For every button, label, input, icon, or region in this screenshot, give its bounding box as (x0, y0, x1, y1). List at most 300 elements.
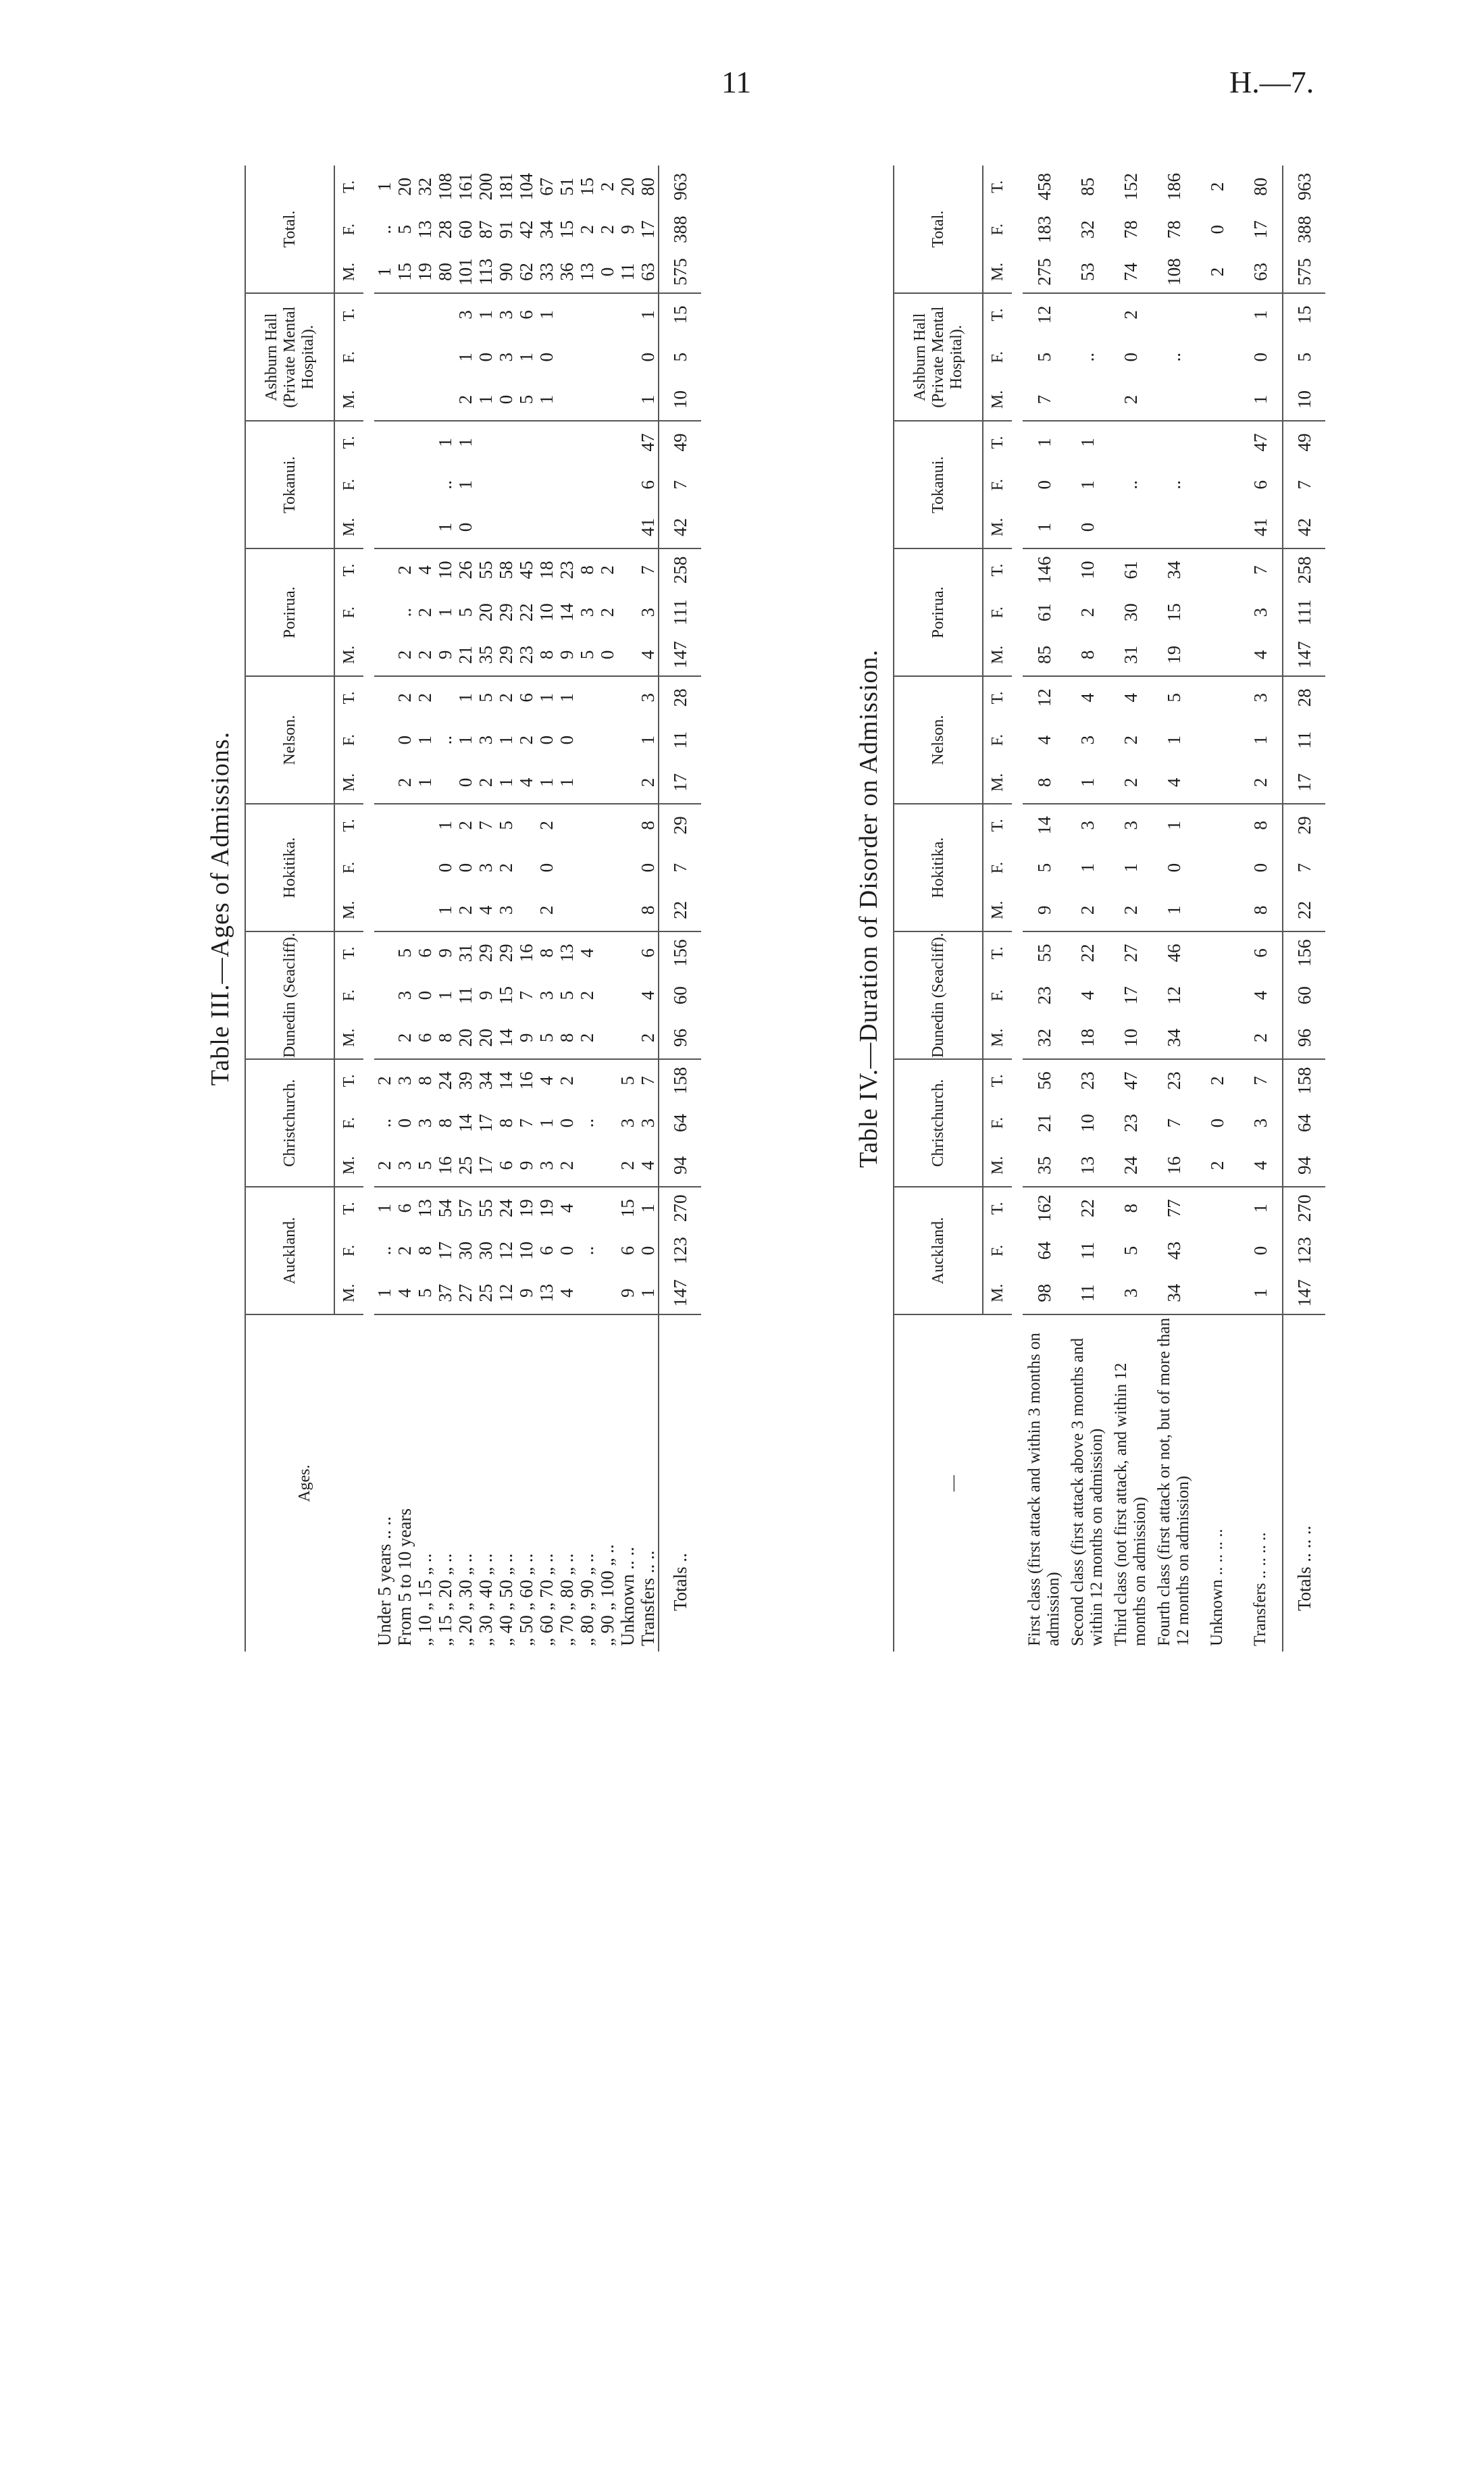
table-cell: 9 (617, 225, 638, 234)
table-row (1066, 165, 1109, 1652)
table-cell: 3 (1250, 1118, 1271, 1128)
table-cell: 1 (374, 251, 394, 293)
table-cell: 13 (557, 944, 577, 963)
table-cell (577, 1059, 597, 1102)
table-cell: 5 (394, 948, 415, 958)
table-cell: 57 (455, 1199, 476, 1218)
table-cell (374, 931, 394, 974)
table-cell: 4 (1121, 693, 1141, 702)
sex-subheader: F. (334, 719, 363, 761)
table-cell: 23 (516, 634, 536, 676)
table-cell: 5 (476, 693, 496, 702)
table-cell (1109, 506, 1152, 548)
table-cell: 55 (476, 1199, 496, 1218)
table-cell: 34 (536, 220, 557, 239)
table-cell: 16 (516, 1071, 536, 1090)
table-cell: 3 (1121, 821, 1141, 830)
table-cell: .. (1164, 352, 1184, 362)
table-cell: 8 (415, 1076, 435, 1085)
table-cell: 63 (1239, 251, 1283, 293)
table-cell: 3 (394, 990, 415, 1000)
sex-subheader: M. (334, 1144, 363, 1187)
table-cell (415, 506, 435, 548)
table-cell (617, 889, 638, 931)
table-cell: 7 (1250, 565, 1271, 575)
table-cell: 0 (536, 352, 557, 362)
table-row (597, 165, 617, 1652)
table-cell: 8 (1023, 761, 1066, 804)
table-cell: 1 (455, 735, 476, 745)
table-cell (617, 293, 638, 336)
table-cell: 2 (394, 761, 415, 804)
totals-cell: 388 (659, 208, 701, 251)
table-cell (597, 421, 617, 463)
table-cell (374, 591, 394, 634)
sex-subheader: F. (983, 1229, 1012, 1272)
table-cell: 2 (1077, 607, 1098, 617)
table-cell (435, 761, 455, 804)
row-label: Fourth class (first attack or not, but of more than 12 months on admission) (1155, 1318, 1192, 1646)
table-cell: 25 (476, 1272, 496, 1314)
table-cell: 8 (1121, 1204, 1141, 1213)
table-cell: 2 (394, 565, 415, 575)
table-cell (557, 804, 577, 846)
row-label: „ 40 „ 50 „ .. (496, 1553, 516, 1646)
sex-subheader: T. (983, 548, 1012, 591)
table-cell (374, 634, 394, 676)
table-cell: 1 (476, 310, 496, 319)
table-cell: 77 (1164, 1199, 1184, 1218)
table-cell: 8 (1250, 821, 1271, 830)
table-cell (1196, 974, 1239, 1017)
table-cell: 13 (1066, 1144, 1109, 1187)
table-cell: 24 (435, 1071, 455, 1090)
table-cell (597, 336, 617, 378)
table-cell (597, 931, 617, 974)
totals-cell: 64 (659, 1102, 701, 1144)
table-cell: 47 (1250, 433, 1271, 452)
table-row (435, 165, 455, 1652)
sex-subheader: M. (983, 1144, 1012, 1187)
institution-header: Tokanui. (894, 421, 983, 548)
table-cell: 4 (638, 990, 658, 1000)
table-cell (415, 804, 435, 846)
table-cell: 1 (516, 352, 536, 362)
table-cell (557, 421, 577, 463)
sex-subheader: M. (983, 506, 1012, 548)
totals-cell: 11 (1283, 719, 1325, 761)
table-cell (557, 293, 577, 336)
sex-subheader: F. (334, 846, 363, 889)
table-cell: 4 (394, 1272, 415, 1314)
table-row (415, 165, 435, 1652)
table-cell (577, 719, 597, 761)
row-label: Unknown .. .. (617, 1547, 638, 1646)
sex-subheader: T. (334, 165, 363, 208)
table-cell (597, 506, 617, 548)
table-cell: 1 (435, 889, 455, 931)
institution-header: Dunedin (Seacliff). (245, 931, 334, 1059)
table-cell: 32 (1077, 220, 1098, 239)
table-cell (415, 846, 435, 889)
table-row (1023, 165, 1066, 1652)
table-cell: 4 (1077, 693, 1098, 702)
table-cell (415, 889, 435, 931)
table-cell (617, 378, 638, 421)
table-cell (536, 463, 557, 506)
totals-cell: 7 (659, 846, 701, 889)
table-cell: 34 (1152, 1017, 1196, 1059)
table-cell: 5 (496, 821, 516, 830)
totals-cell: 29 (1283, 804, 1325, 846)
table-cell (597, 293, 617, 336)
sex-subheader: M. (334, 1272, 363, 1314)
table-cell: 29 (496, 634, 516, 676)
table-cell: 1 (1121, 863, 1141, 873)
table-cell: 1 (1152, 889, 1196, 931)
table-cell: 30 (1121, 603, 1141, 622)
table-cell: 1 (536, 310, 557, 319)
totals-cell: 11 (659, 719, 701, 761)
table-cell: 13 (577, 251, 597, 293)
table-cell: 0 (597, 634, 617, 676)
table-cell: 3 (536, 990, 557, 1000)
table-cell (617, 761, 638, 804)
table-row (1196, 165, 1239, 1652)
table-cell: 1 (435, 990, 455, 1000)
sex-subheader: F. (983, 336, 1012, 378)
totals-cell: 60 (659, 974, 701, 1017)
sex-subheader: T. (334, 676, 363, 719)
table-cell: 15 (557, 220, 577, 239)
table-cell: 16 (516, 944, 536, 963)
table-cell: 2 (476, 761, 496, 804)
table-cell: 3 (1250, 607, 1271, 617)
table-cell: 2 (577, 1017, 597, 1059)
sex-subheader: T. (983, 165, 1012, 208)
table-cell: 21 (1034, 1114, 1054, 1133)
table-cell: 1 (557, 693, 577, 702)
table-cell: 1 (638, 1204, 658, 1213)
table-cell: 22 (1077, 1199, 1098, 1218)
sex-subheader: T. (983, 1059, 1012, 1102)
table-cell (557, 463, 577, 506)
table-cell: 3 (496, 352, 516, 362)
totals-cell: 96 (1283, 1017, 1325, 1059)
sex-subheader: T. (334, 1187, 363, 1229)
sex-subheader: F. (334, 336, 363, 378)
table-cell: 10 (435, 561, 455, 580)
table-cell: 1 (455, 438, 476, 447)
institution-header: Ashburn Hall (Private Mental Hospital). (894, 293, 983, 421)
table-cell (1196, 378, 1239, 421)
table-cell: 162 (1034, 1194, 1054, 1223)
table-cell: 0 (1121, 352, 1141, 362)
table-cell: 12 (496, 1272, 516, 1314)
table-cell: 23 (557, 561, 577, 580)
table-cell: 8 (557, 1017, 577, 1059)
table-cell: 9 (516, 1144, 536, 1187)
table-cell: 3 (394, 1144, 415, 1187)
table-cell: 20 (476, 603, 496, 622)
table-cell: 45 (516, 561, 536, 580)
table-row (617, 165, 638, 1652)
table-cell (597, 1187, 617, 1229)
table-cell: 181 (496, 173, 516, 201)
totals-cell: 28 (659, 676, 701, 719)
table-cell: 55 (476, 561, 496, 580)
table-cell: 1 (476, 378, 496, 421)
table-cell: 0 (1250, 863, 1271, 873)
table-cell: 4 (1034, 735, 1054, 745)
table-cell (617, 974, 638, 1017)
table-cell: 4 (415, 565, 435, 575)
table-cell (577, 378, 597, 421)
table-cell: 1 (415, 735, 435, 745)
table-cell (1196, 421, 1239, 463)
table-cell: 0 (536, 863, 557, 873)
table-cell: 4 (516, 761, 536, 804)
table-cell: 2 (394, 634, 415, 676)
table-cell (435, 336, 455, 378)
table-cell: 2 (394, 1017, 415, 1059)
table-cell: 1 (536, 378, 557, 421)
table-cell (1196, 761, 1239, 804)
table-cell: 2 (496, 693, 516, 702)
totals-cell: 156 (659, 931, 701, 974)
table-cell: 2 (617, 1144, 638, 1187)
totals-cell: 147 (1283, 634, 1325, 676)
table-cell: 56 (1034, 1071, 1054, 1090)
table-cell: 29 (496, 603, 516, 622)
table-cell: 10 (536, 603, 557, 622)
institution-header: Porirua. (245, 548, 334, 676)
table-cell: 4 (1239, 634, 1283, 676)
table-cell: 1 (374, 1272, 394, 1314)
table-cell: 113 (476, 251, 496, 293)
sex-subheader: M. (334, 251, 363, 293)
sex-subheader: F. (334, 1229, 363, 1272)
table-cell (394, 463, 415, 506)
table-cell (1196, 676, 1239, 719)
totals-cell: 147 (1283, 1272, 1325, 1314)
table-cell: 2 (638, 1017, 659, 1059)
table-cell: 39 (455, 1071, 476, 1090)
table-cell (557, 846, 577, 889)
table-iii-block (196, 165, 690, 1652)
totals-cell: 270 (659, 1187, 701, 1229)
table-cell: 14 (1034, 816, 1054, 835)
totals-cell: 575 (659, 251, 701, 293)
totals-cell: 15 (1283, 293, 1325, 336)
sex-subheader: T. (334, 293, 363, 336)
table-cell (1196, 719, 1239, 761)
totals-cell: 7 (1283, 463, 1325, 506)
table-cell: 15 (394, 251, 415, 293)
table-cell: 2 (374, 1076, 394, 1085)
table-cell (536, 421, 557, 463)
table-cell (617, 1017, 638, 1059)
table-cell: 35 (476, 634, 496, 676)
table-cell: 14 (455, 1114, 476, 1133)
table-cell: 458 (1034, 173, 1054, 201)
table-cell: 6 (617, 1246, 638, 1256)
totals-cell: 123 (659, 1229, 701, 1272)
table-cell: 2 (597, 565, 617, 575)
table-cell: 152 (1121, 173, 1141, 201)
sex-subheader: M. (334, 634, 363, 676)
table-cell: 2 (1109, 761, 1152, 804)
table-cell: 20 (617, 177, 638, 196)
table-cell (374, 463, 394, 506)
table-cell (597, 1144, 617, 1187)
table-cell (617, 931, 638, 974)
table-cell (415, 463, 435, 506)
row-label: First class (first attack and within 3 months on admission) (1025, 1333, 1063, 1646)
table-cell: 1 (455, 693, 476, 702)
table-iv-caption: Table IV.—Duration of Disorder on Admission. (854, 649, 883, 1168)
table-cell (577, 761, 597, 804)
table-cell (394, 506, 415, 548)
totals-cell: 258 (659, 548, 701, 591)
table-cell: 0 (1164, 863, 1184, 873)
table-cell: .. (577, 1246, 597, 1256)
table-cell: 2 (1121, 735, 1141, 745)
institution-header: Hokitika. (245, 804, 334, 931)
table-cell: 1 (496, 735, 516, 745)
table-cell: 4 (638, 1144, 659, 1187)
table-cell (394, 378, 415, 421)
table-cell (597, 719, 617, 761)
row-label: Third class (not first attack, and within 12 months on admission) (1112, 1362, 1149, 1646)
totals-cell: 22 (1283, 889, 1325, 931)
table-cell: 2 (597, 225, 617, 234)
table-cell: 10 (1077, 1114, 1098, 1133)
table-cell: 25 (455, 1144, 476, 1187)
totals-cell: 42 (1283, 506, 1325, 548)
table-cell: 3 (1077, 821, 1098, 830)
table-cell (597, 676, 617, 719)
totals-cell: 111 (1283, 591, 1325, 634)
sex-subheader: F. (334, 974, 363, 1017)
totals-cell: 270 (1283, 1187, 1325, 1229)
ages-of-admissions-table (245, 165, 701, 1652)
table-cell (415, 293, 435, 336)
table-cell: 90 (496, 251, 516, 293)
table-cell: 0 (415, 990, 435, 1000)
table-cell: 19 (415, 251, 435, 293)
totals-cell: 7 (659, 463, 701, 506)
table-cell: 1 (1077, 863, 1098, 873)
table-cell: 3 (496, 310, 516, 319)
table-cell: 14 (557, 603, 577, 622)
institution-header: Christchurch. (894, 1059, 983, 1187)
row-label: „ 80 „ 90 „ .. (577, 1553, 597, 1646)
table-cell: .. (1077, 352, 1098, 362)
table-cell: 22 (1077, 944, 1098, 963)
table-cell: 10 (1109, 1017, 1152, 1059)
table-cell (577, 421, 597, 463)
table-cell: 3 (1250, 693, 1271, 702)
table-cell (577, 1144, 597, 1187)
table-cell: 80 (435, 251, 455, 293)
table-row (1239, 165, 1283, 1652)
table-cell: 31 (455, 944, 476, 963)
table-cell: 33 (536, 251, 557, 293)
table-cell: 9 (435, 634, 455, 676)
totals-cell: 10 (659, 378, 701, 421)
sex-subheader: T. (983, 676, 1012, 719)
table-cell (374, 974, 394, 1017)
totals-cell: 963 (1283, 165, 1325, 208)
table-cell (1196, 846, 1239, 889)
table-cell: 4 (577, 948, 597, 958)
table-cell (597, 378, 617, 421)
table-cell: 17 (1250, 220, 1271, 239)
table-cell: 13 (415, 220, 435, 239)
table-cell: 1 (1164, 735, 1184, 745)
table-cell: 5 (455, 607, 476, 617)
table-cell: 34 (476, 1071, 496, 1090)
totals-cell: 10 (1283, 378, 1325, 421)
table-cell: 2 (1196, 251, 1239, 293)
table-cell: 5 (617, 1076, 638, 1085)
totals-cell: 123 (1283, 1229, 1325, 1272)
table-cell: 2 (1066, 889, 1109, 931)
table-cell (1196, 591, 1239, 634)
table-cell: 1 (536, 693, 557, 702)
table-cell: 9 (557, 634, 577, 676)
totals-cell: 147 (659, 1272, 701, 1314)
table-row (496, 165, 516, 1652)
table-cell: 1 (1164, 821, 1184, 830)
totals-cell: 7 (1283, 846, 1325, 889)
table-cell: 5 (516, 378, 536, 421)
table-cell: 5 (415, 1272, 435, 1314)
table-cell: 80 (638, 177, 658, 196)
table-cell: 2 (455, 378, 476, 421)
table-cell: 37 (435, 1272, 455, 1314)
table-cell (557, 889, 577, 931)
table-row (577, 165, 597, 1652)
sex-subheader: T. (983, 421, 1012, 463)
table-cell: 3 (415, 1118, 435, 1128)
table-cell (476, 506, 496, 548)
institution-header: Porirua. (894, 548, 983, 676)
row-label: „ 10 „ 15 „ .. (415, 1553, 435, 1646)
table-cell: 1 (1250, 735, 1271, 745)
sex-subheader: M. (334, 506, 363, 548)
table-cell (374, 846, 394, 889)
table-cell (617, 634, 638, 676)
table-cell (1196, 1017, 1239, 1059)
table-cell: 0 (435, 863, 455, 873)
table-cell: 47 (638, 433, 658, 452)
sex-subheader: T. (983, 931, 1012, 974)
table-cell (394, 293, 415, 336)
table-cell: 6 (516, 310, 536, 319)
table-cell: 1 (435, 506, 455, 548)
table-cell (476, 463, 496, 506)
table-cell: 6 (1250, 480, 1271, 490)
table-cell: 108 (435, 173, 455, 201)
table-cell: 5 (1164, 693, 1184, 702)
table-cell: 9 (516, 1272, 536, 1314)
table-cell (536, 506, 557, 548)
table-cell: 5 (394, 225, 415, 234)
table-cell: 5 (1034, 352, 1054, 362)
table-cell: 7 (516, 1118, 536, 1128)
